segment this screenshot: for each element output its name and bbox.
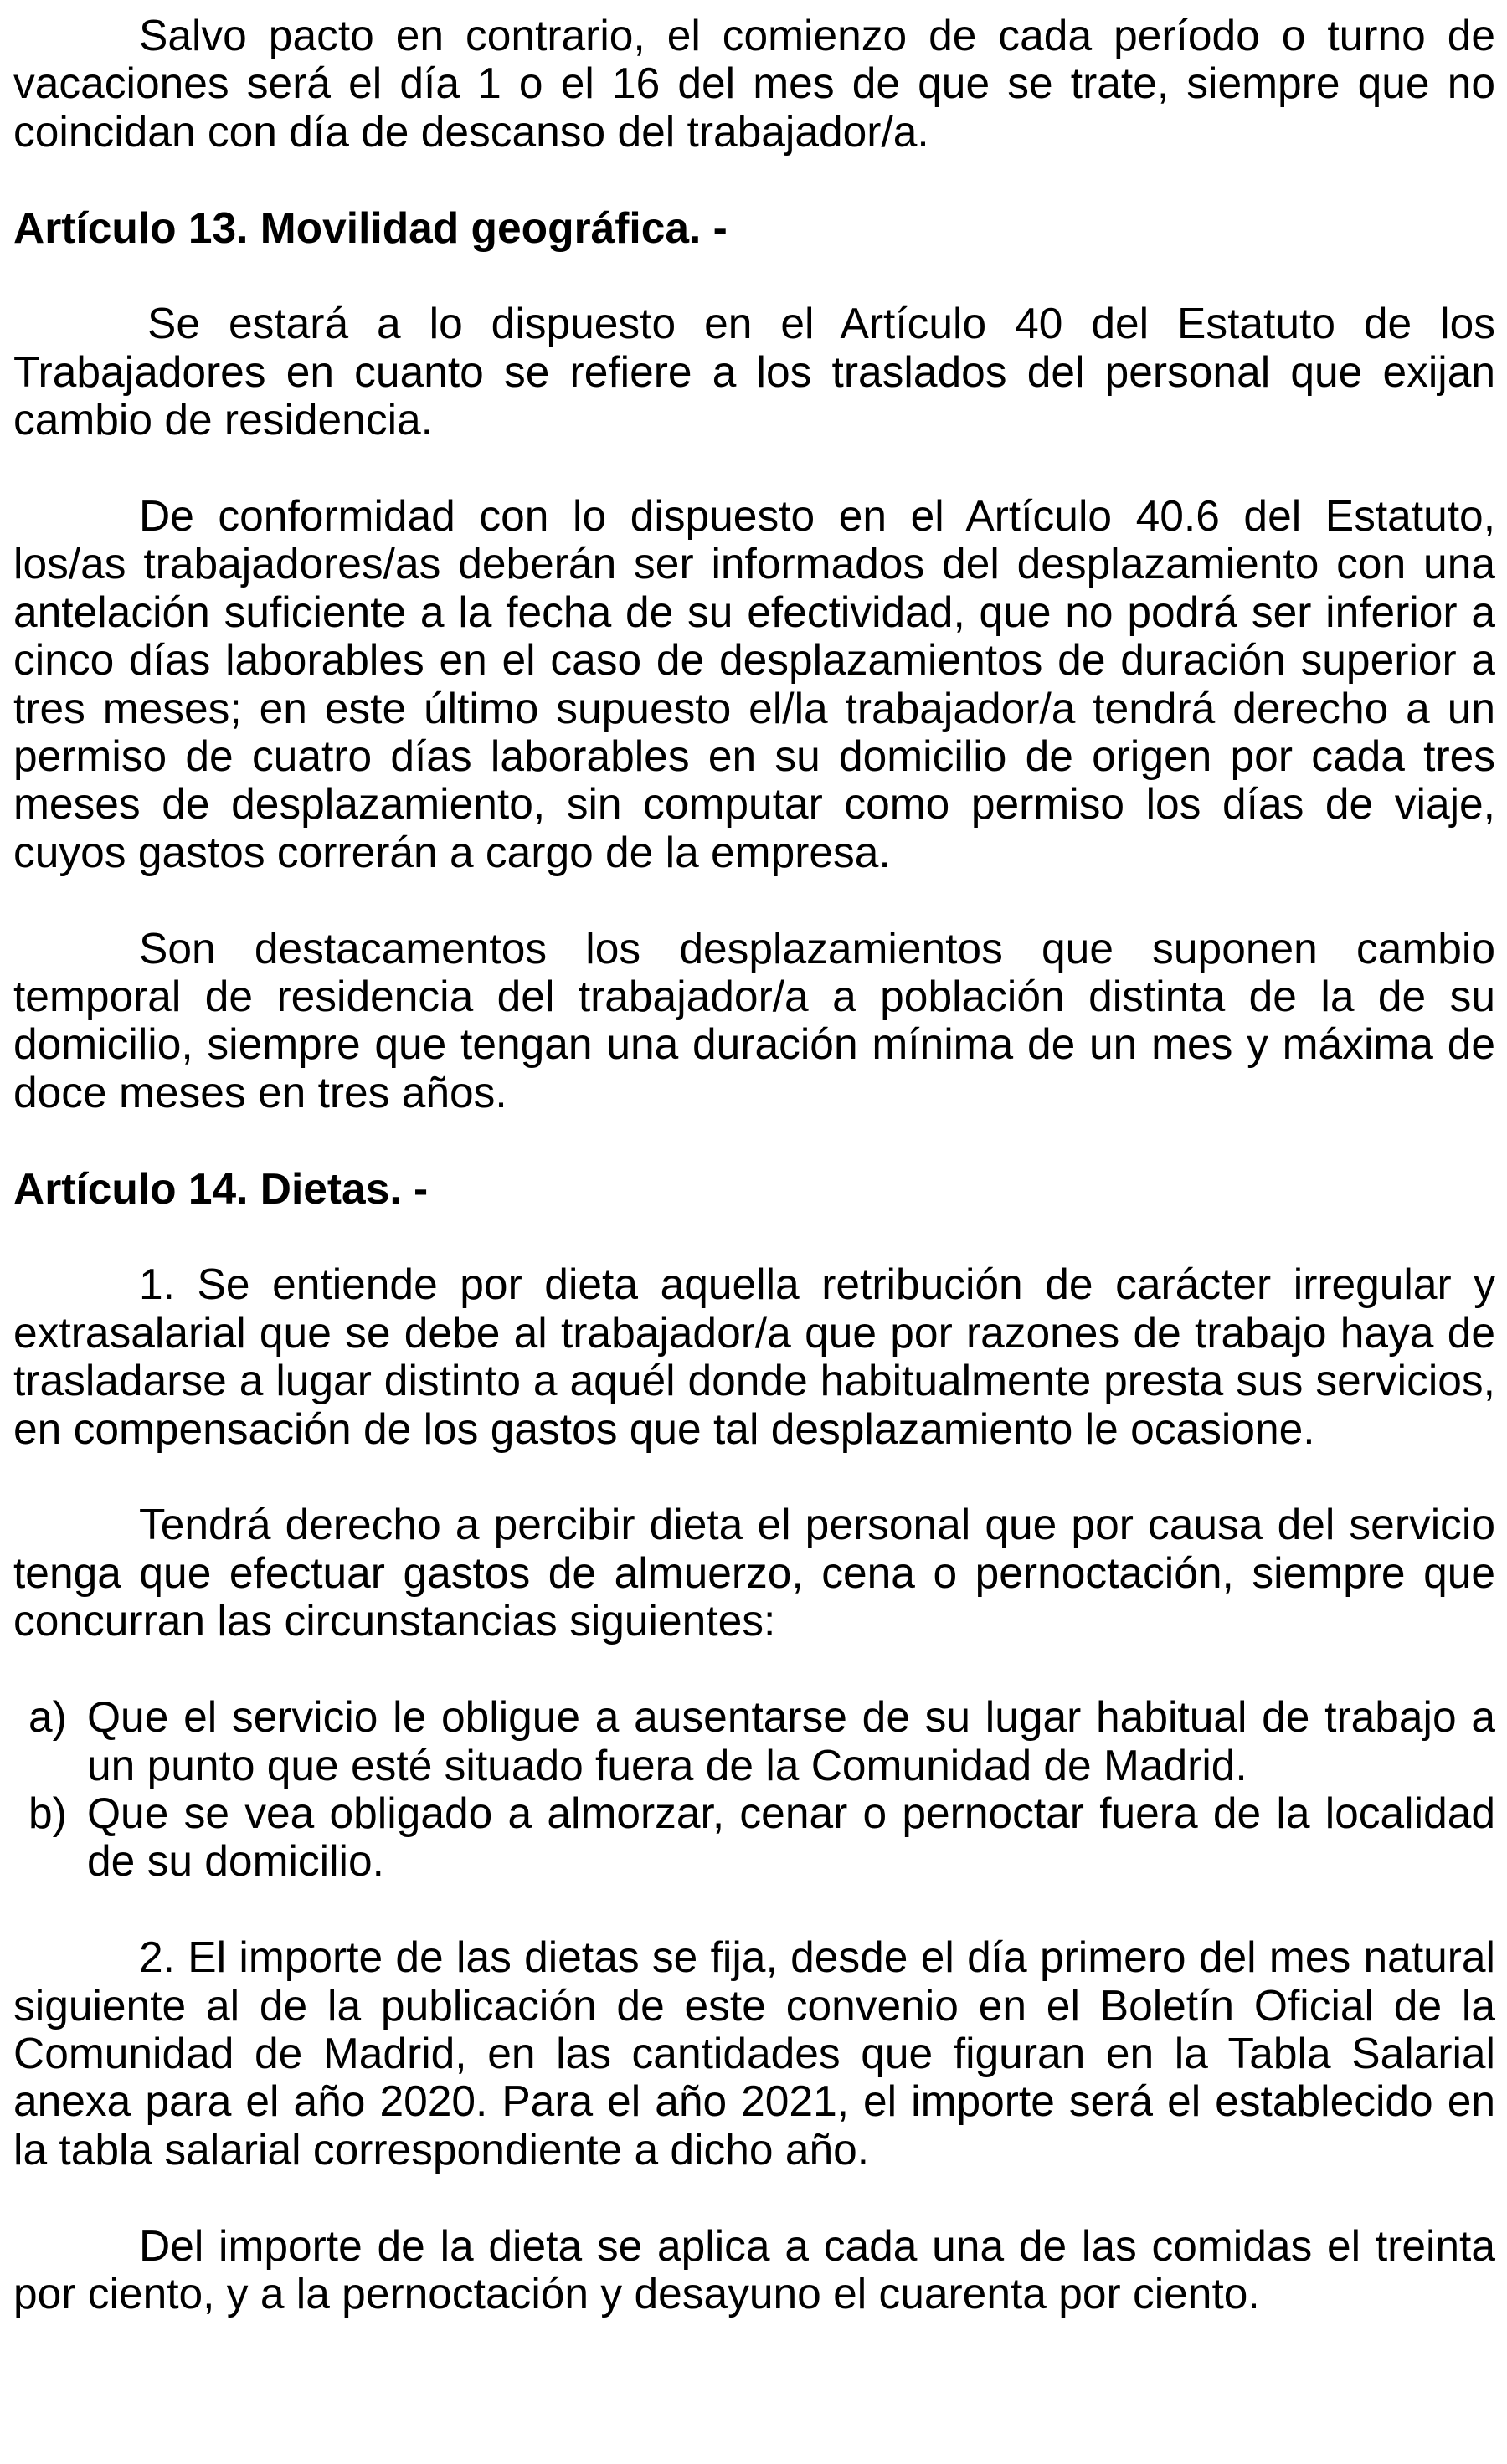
- spacer: [13, 1116, 1495, 1164]
- spacer: [13, 876, 1495, 924]
- heading-article-14: Artículo 14. Dietas. -: [13, 1163, 429, 1213]
- paragraph-article-13-secondments: Son destacamentos los desplazamientos que suponen cambio temporal de residencia del trabajador/a a población distinta de la de su domicilio, siempre que tengan una duración mínima de un mes y máxima de doce meses en tres años.: [13, 923, 1495, 1116]
- conditions-list: [13, 1693, 1495, 1886]
- list-item: [13, 1789, 1495, 1886]
- spacer: [13, 1886, 1495, 1933]
- paragraph-article-14-entitlement: Tendrá derecho a percibir dieta el personal que por causa del servicio tenga que efectuar gastos de almuerzo, cena o pernoctación, siempre que concurran las circunstancias siguientes:: [13, 1500, 1495, 1645]
- spacer: [13, 156, 1495, 203]
- document-page: [13, 0, 1495, 2318]
- paragraph-article-13-statute: Se estará a lo dispuesto en el Artículo 40 del Estatuto de los Trabajadores en cuanto se refiere a los traslados del personal que exijan cambio de residencia.: [13, 299, 1495, 444]
- spacer: [13, 444, 1495, 492]
- spacer: [13, 2174, 1495, 2221]
- spacer: [13, 1453, 1495, 1501]
- spacer: [13, 1645, 1495, 1693]
- paragraph-article-14-definition: 1. Se entiende por dieta aquella retribución de carácter irregular y extrasalarial que se debe al trabajador/a que por razones de trabajo haya de trasladarse a lugar distinto a aquél donde habitualmente presta sus servicios, en compensación de los gastos que tal desplazamiento le ocasione.: [13, 1260, 1495, 1453]
- list-item-text: Que se vea obligado a almorzar, cenar o pernoctar fuera de la localidad de su domicilio.: [87, 1788, 1495, 1886]
- spacer: [13, 252, 1495, 300]
- heading-article-13: Artículo 13. Movilidad geográfica. -: [13, 203, 728, 252]
- paragraph-article-14-distribution: Del importe de la dieta se aplica a cada una de las comidas el treinta por ciento, y a la pernoctación y desayuno el cuarenta por ciento.: [13, 2220, 1495, 2318]
- list-marker: b): [28, 1788, 67, 1837]
- list-marker: a): [28, 1692, 67, 1742]
- paragraph-vacation-start: Salvo pacto en contrario, el comienzo de cada período o turno de vacaciones será el día 1 o el 16 del mes de que se trate, siempre que no coincidan con día de descanso del trabajador/a.: [13, 11, 1495, 156]
- paragraph-article-13-notice: De conformidad con lo dispuesto en el Artículo 40.6 del Estatuto, los/as trabajadores/as deberán ser informados del desplazamiento con una antelación suficiente a la fecha de su efectividad, que no podrá ser inferior a cinco días laborables en el caso de desplazamientos de duración superior a tres meses; en este último supuesto el/la trabajador/a tendrá derecho a un permiso de cuatro días laborables en su domicilio de origen por cada tres meses de desplazamiento, sin computar como permiso los días de viaje, cuyos gastos correrán a cargo de la empresa.: [13, 491, 1495, 876]
- paragraph-article-14-amount: 2. El importe de las dietas se fija, desde el día primero del mes natural siguiente al de la publicación de este convenio en el Boletín Oficial de la Comunidad de Madrid, en las cantidades que figuran en la Tabla Salarial anexa para el año 2020. Para el año 2021, el importe será el establecido en la tabla salarial correspondiente a dicho año.: [13, 1933, 1495, 2174]
- list-item: [13, 1693, 1495, 1789]
- spacer: [13, 1213, 1495, 1260]
- list-item-text: Que el servicio le obligue a ausentarse de su lugar habitual de trabajo a un punto que esté situado fuera de la Comunidad de Madrid.: [87, 1692, 1495, 1789]
